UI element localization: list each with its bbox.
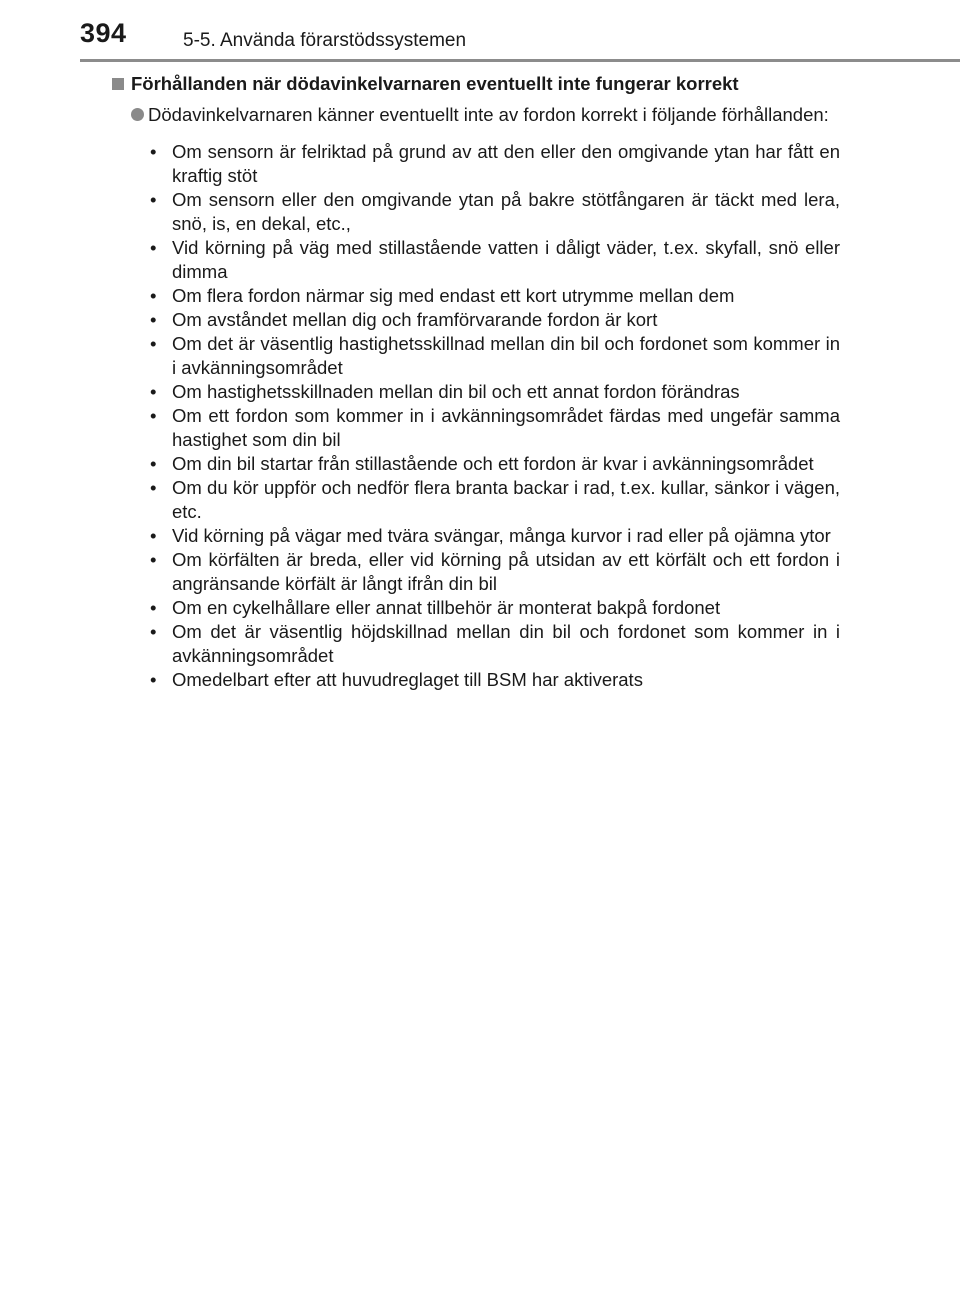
bullet-dot-icon: • <box>150 237 157 258</box>
list-item <box>150 524 840 548</box>
bullet-dot-icon: • <box>150 189 157 210</box>
list-item <box>150 380 840 404</box>
list-item <box>150 668 840 692</box>
list-item <box>150 140 840 188</box>
list-item <box>150 236 840 284</box>
list-item <box>150 308 840 332</box>
list-item-text: Om ett fordon som kommer in i avkänningsområdet färdas med ungefär samma hastighet som din bil <box>172 405 840 450</box>
bullet-dot-icon: • <box>150 621 157 642</box>
list-item-text: Omedelbart efter att huvudreglaget till BSM har aktiverats <box>172 669 643 690</box>
chapter-title: 5-5. Använda förarstödssystemen <box>183 30 467 51</box>
list-item-text: Om det är väsentlig höjdskillnad mellan din bil och fordonet som kommer in i avkänningsområdet <box>172 621 840 666</box>
bullet-dot-icon: • <box>150 549 157 570</box>
bullet-dot-icon: • <box>150 333 157 354</box>
list-item <box>150 332 840 380</box>
list-item-text: Om en cykelhållare eller annat tillbehör är monterat bakpå fordonet <box>172 597 721 618</box>
bullet-dot-icon: • <box>150 477 157 498</box>
circle-bullet-icon <box>131 108 144 121</box>
bullet-dot-icon: • <box>150 453 157 474</box>
list-item-text: Om avståndet mellan dig och framförvarande fordon är kort <box>172 309 658 330</box>
list-item-text: Vid körning på väg med stillastående vatten i dåligt väder, t.ex. skyfall, snö eller dimma <box>172 237 840 282</box>
list-item-text: Om det är väsentlig hastighetsskillnad mellan din bil och fordonet som kommer in i avkänningsområdet <box>172 333 840 378</box>
list-item-text: Om hastighetsskillnaden mellan din bil och ett annat fordon förändras <box>172 381 740 402</box>
section-heading-text: Förhållanden när dödavinkelvarnaren eventuellt inte fungerar korrekt <box>131 73 739 94</box>
bullet-dot-icon: • <box>150 285 157 306</box>
list-item-text: Om du kör uppför och nedför flera branta backar i rad, t.ex. kullar, sänkor i vägen, etc. <box>172 477 840 522</box>
list-item-text: Om körfälten är breda, eller vid körning på utsidan av ett körfält och ett fordon i angränsande körfält är långt ifrån din bil <box>172 549 840 594</box>
list-item <box>150 620 840 668</box>
list-item-text: Vid körning på vägar med tvära svängar, många kurvor i rad eller på ojämna ytor <box>172 525 831 546</box>
bullet-dot-icon: • <box>150 381 157 402</box>
header-divider <box>80 59 960 62</box>
bullet-dot-icon: • <box>150 141 157 162</box>
list-item-text: Om din bil startar från stillastående och ett fordon är kvar i avkänningsområdet <box>172 453 814 474</box>
page-content <box>110 71 840 692</box>
intro-paragraph <box>131 103 840 127</box>
list-item <box>150 404 840 452</box>
bullet-dot-icon: • <box>150 525 157 546</box>
list-item <box>150 284 840 308</box>
list-item <box>150 452 840 476</box>
list-item-text: Om sensorn eller den omgivande ytan på bakre stötfångaren är täckt med lera, snö, is, en dekal, etc., <box>172 189 840 234</box>
bullet-dot-icon: • <box>150 597 157 618</box>
intro-text: Dödavinkelvarnaren känner eventuellt inte av fordon korrekt i följande förhållanden: <box>148 104 829 125</box>
square-bullet-icon <box>112 78 124 90</box>
list-item-text: Om sensorn är felriktad på grund av att den eller den omgivande ytan har fått en kraftig stöt <box>172 141 840 186</box>
list-item <box>150 596 840 620</box>
bullet-dot-icon: • <box>150 309 157 330</box>
page-header <box>0 0 960 62</box>
list-item <box>150 476 840 524</box>
bullet-dot-icon: • <box>150 669 157 690</box>
section-heading <box>110 71 840 97</box>
condition-list <box>150 140 840 692</box>
bullet-dot-icon: • <box>150 405 157 426</box>
list-item <box>150 548 840 596</box>
list-item <box>150 188 840 236</box>
page-number: 394 <box>80 18 127 48</box>
list-item-text: Om flera fordon närmar sig med endast ett kort utrymme mellan dem <box>172 285 735 306</box>
